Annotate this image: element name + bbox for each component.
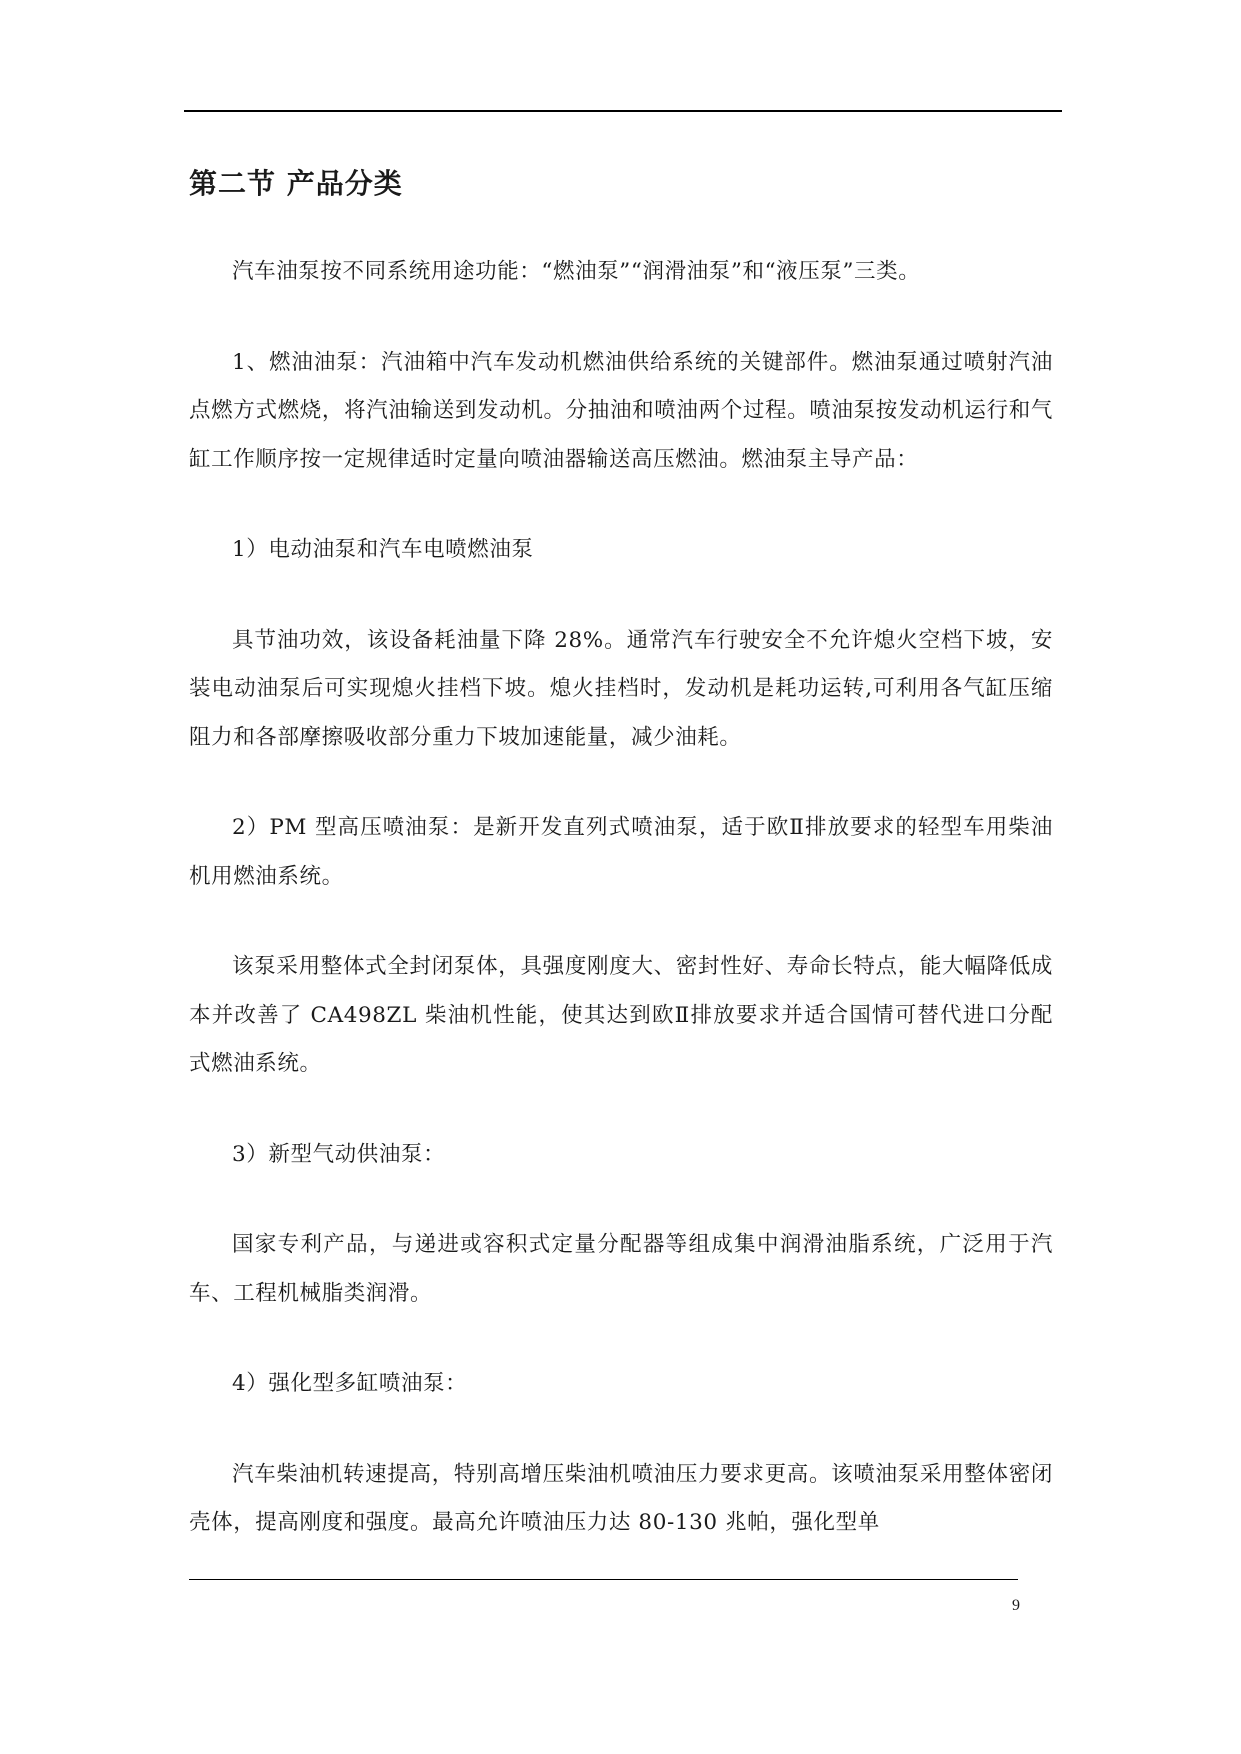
paragraph: 汽车柴油机转速提高，特别高增压柴油机喷油压力要求更高。该喷油泵采用整体密闭壳体，提高刚度和强度。最高允许喷油压力达 80-130 兆帕，强化型单 [189, 1461, 1053, 1535]
page-number: 9 [1012, 1597, 1020, 1614]
body-text [189, 248, 1053, 1548]
paragraph: 3）新型气动供油泵： [232, 1141, 446, 1167]
section-title: 第二节 产品分类 [189, 167, 403, 200]
paragraph: 汽车油泵按不同系统用途功能：“燃油泵”“润滑油泵”和“液压泵”三类。 [232, 259, 921, 284]
paragraph: 具节油功效，该设备耗油量下降 28%。通常汽车行驶安全不允许熄火空档下坡，安装电动油泵后可实现熄火挂档下坡。熄火挂档时，发动机是耗功运转,可利用各气缸压缩阻力和各部摩擦吸收部分重力下坡加速能量，减少油耗。 [189, 627, 1053, 750]
paragraph: 1）电动油泵和汽车电喷燃油泵 [232, 537, 534, 562]
paragraph: 该泵采用整体式全封闭泵体，具强度刚度大、密封性好、寿命长特点，能大幅降低成本并改善了 CA498ZL 柴油机性能，使其达到欧Ⅱ排放要求并适合国情可替代进口分配式燃油系统。 [189, 954, 1053, 1076]
footer-rule [189, 1579, 1018, 1580]
paragraph: 4）强化型多缸喷油泵： [232, 1371, 468, 1396]
header-rule [184, 110, 1062, 112]
paragraph: 2）PM 型高压喷油泵：是新开发直列式喷油泵，适于欧Ⅱ排放要求的轻型车用柴油机用燃油系统。 [189, 815, 1053, 889]
paragraph: 1、燃油油泵：汽油箱中汽车发动机燃油供给系统的关键部件。燃油泵通过喷射汽油点燃方式燃烧，将汽油输送到发动机。分抽油和喷油两个过程。喷油泵按发动机运行和气缸工作顺序按一定规律适时定量向喷油器输送高压燃油。燃油泵主导产品： [189, 349, 1053, 472]
paragraph: 国家专利产品，与递进或容积式定量分配器等组成集中润滑油脂系统，广泛用于汽车、工程机械脂类润滑。 [189, 1232, 1053, 1306]
